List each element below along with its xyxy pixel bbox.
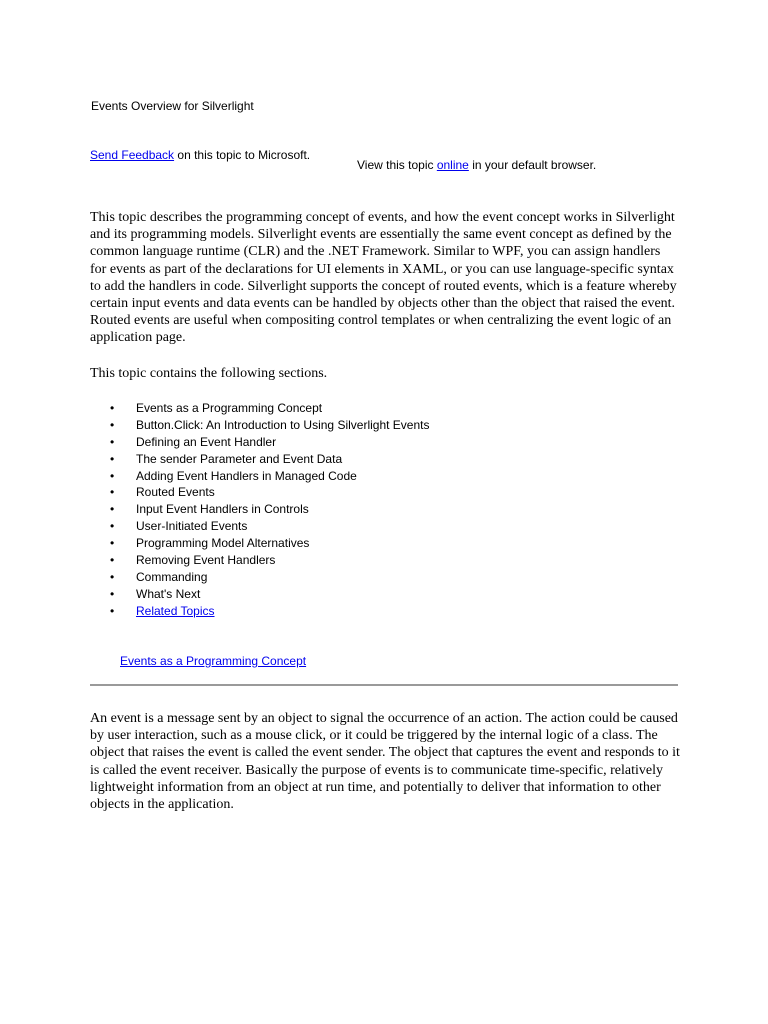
bullet-icon: • bbox=[110, 468, 115, 483]
section-list bbox=[110, 400, 429, 620]
section-list-item bbox=[110, 501, 429, 518]
related-topics-link[interactable]: Related Topics bbox=[136, 603, 215, 618]
section-list-item bbox=[110, 518, 429, 535]
section-list-label: Commanding bbox=[136, 569, 208, 584]
section-list-item bbox=[110, 400, 429, 417]
section-list-item bbox=[110, 417, 429, 434]
view-online-line bbox=[357, 158, 596, 172]
section-list-label: Removing Event Handlers bbox=[136, 553, 276, 568]
section-list-label: The sender Parameter and Event Data bbox=[136, 451, 343, 466]
section-list-label: What's Next bbox=[136, 586, 201, 601]
section-list-label: Button.Click: An Introduction to Using Silverlight Events bbox=[136, 417, 430, 432]
section-list-item bbox=[110, 535, 429, 552]
bullet-icon: • bbox=[110, 536, 115, 551]
bullet-icon: • bbox=[110, 485, 115, 500]
intro-paragraph: This topic describes the programming concept of events, and how the event concept works in Silverlight and its programming models. Silverlight events are essentially the same event concept as defined by the common language runtime (CLR) and the .NET Framework. Similar to WPF, you can assign handlers for events as part of the declarations for UI elements in XAML, or you can use language-specific syntax to add the handlers in code. Silverlight supports the concept of routed events, which is a feature whereby certain input events and data events can be handled by objects other than the object that raised the event. Routed events are useful when compositing control templates or when centralizing the event logic of an application page. bbox=[90, 210, 677, 346]
bullet-icon: • bbox=[110, 586, 115, 601]
bullet-icon: • bbox=[110, 502, 115, 517]
section-list-item[interactable] bbox=[110, 603, 429, 620]
bullet-icon: • bbox=[110, 417, 115, 432]
online-link[interactable]: online bbox=[436, 158, 469, 172]
bullet-icon: • bbox=[110, 434, 115, 449]
section-list-label: Events as a Programming Concept bbox=[136, 401, 323, 415]
horizontal-rule bbox=[90, 684, 678, 686]
feedback-line bbox=[90, 148, 310, 162]
bullet-icon: • bbox=[110, 569, 115, 584]
page-title: Events Overview for Silverlight bbox=[91, 99, 254, 113]
section-list-label: Routed Events bbox=[136, 485, 215, 500]
section-list-label: Adding Event Handlers in Managed Code bbox=[136, 468, 357, 483]
feedback-rest-text: on this topic to Microsoft. bbox=[174, 148, 311, 162]
view-online-prefix: View this topic bbox=[357, 158, 437, 172]
section-list-item bbox=[110, 552, 429, 569]
section-list-item bbox=[110, 451, 429, 468]
section-list-item bbox=[110, 569, 429, 586]
bullet-icon: • bbox=[110, 603, 115, 618]
section-list-item bbox=[110, 468, 429, 485]
section-list-item bbox=[110, 586, 429, 603]
section-list-label: User-Initiated Events bbox=[136, 519, 248, 534]
section-list-label: Input Event Handlers in Controls bbox=[136, 502, 309, 517]
section-heading-link[interactable]: Events as a Programming Concept bbox=[120, 654, 307, 668]
section-list-label: Programming Model Alternatives bbox=[136, 536, 310, 551]
send-feedback-link[interactable]: Send Feedback bbox=[90, 148, 175, 162]
event-definition-paragraph: An event is a message sent by an object to signal the occurrence of an action. The action could be caused by user interaction, such as a mouse click, or it could be triggered by the internal logic of a class. The object that raises the event is called the event sender. The object that captures the event and responds to it is called the event receiver. Basically the purpose of events is to communicate time-specific, relatively lightweight information from an object at run time, and potentially to deliver that information to other objects in the application. bbox=[90, 711, 680, 813]
bullet-icon: • bbox=[110, 401, 115, 415]
section-list-item bbox=[110, 434, 429, 451]
section-list-label: Defining an Event Handler bbox=[136, 434, 277, 449]
bullet-icon: • bbox=[110, 519, 115, 534]
bullet-icon: • bbox=[110, 553, 115, 568]
bullet-icon: • bbox=[110, 451, 115, 466]
section-list-item bbox=[110, 484, 429, 501]
sections-intro-text: This topic contains the following sections. bbox=[90, 366, 328, 381]
view-online-suffix: in your default browser. bbox=[468, 158, 597, 172]
